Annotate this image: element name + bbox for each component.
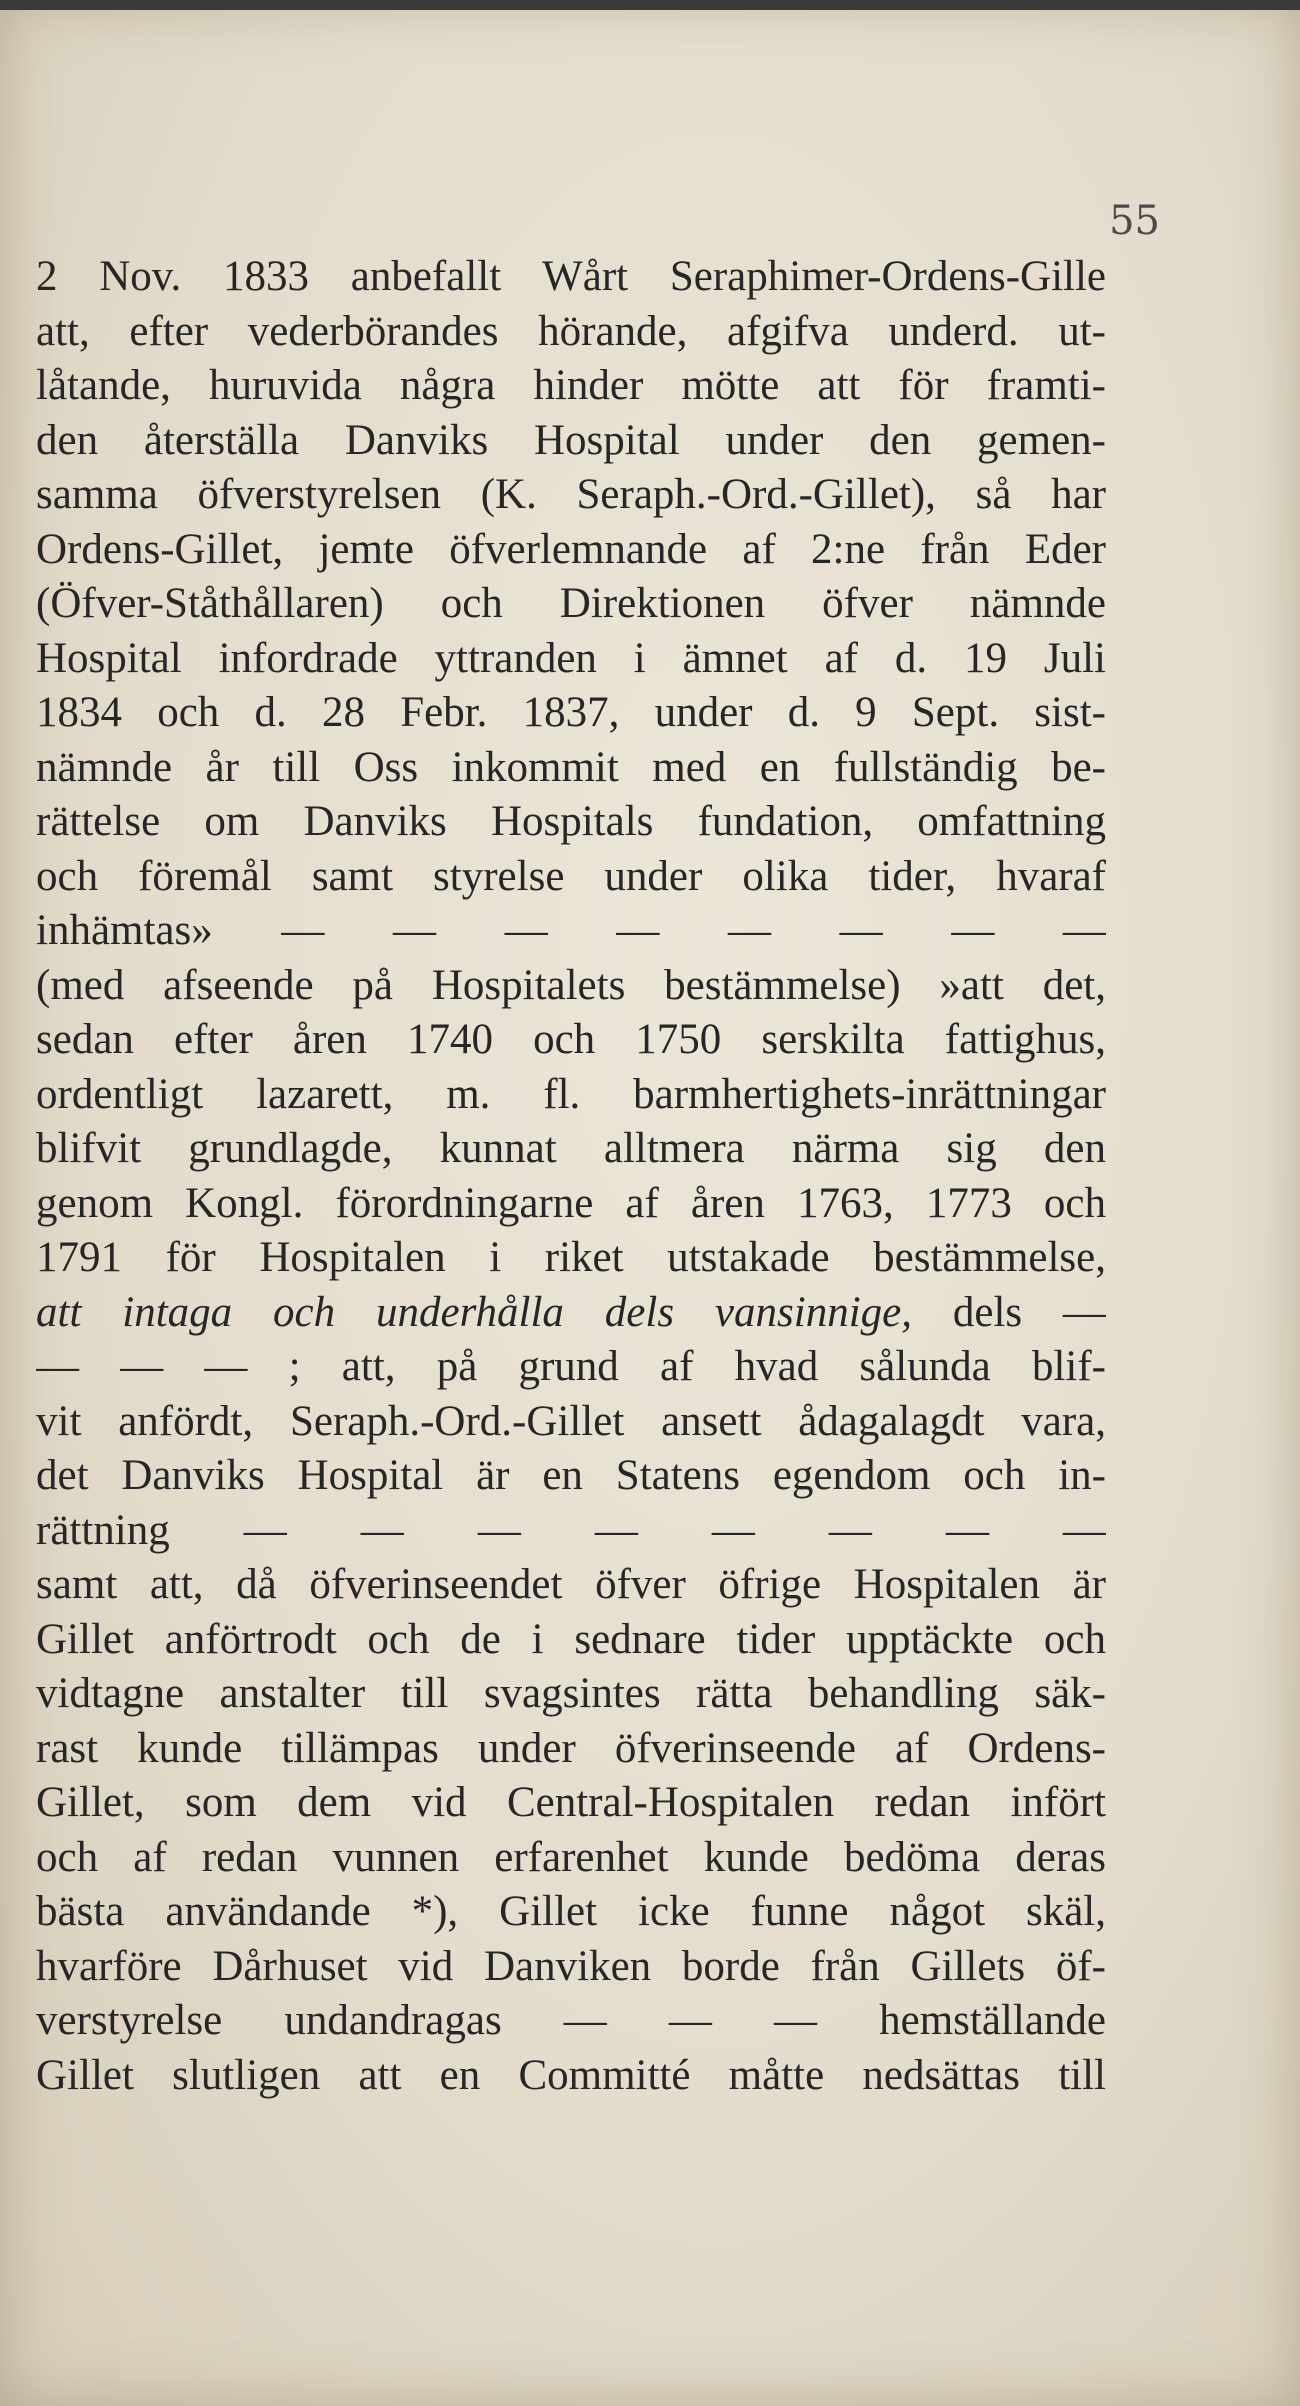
text-line: sedan efter åren 1740 och 1750 serskilta fattighus,: [36, 1016, 1106, 1063]
text-line-italic: [36, 1286, 1106, 1341]
text-line: ordentligt lazarett, m. fl. barmhertighets-inrättningar: [36, 1070, 1106, 1118]
text-line: 2 Nov. 1833 anbefallt Wårt Seraphimer-Ordens-Gille: [36, 253, 1106, 300]
text-line: (Öfver-Ståthållaren) och Direktionen öfver nämnde: [36, 580, 1106, 627]
text-line: verstyrelse undandragas — — — hemställande: [36, 1997, 1106, 2044]
text-line: 1834 och d. 28 Febr. 1837, under d. 9 Sept. sist-: [36, 689, 1106, 736]
text-line: och af redan vunnen erfarenhet kunde bedöma deras: [36, 1833, 1106, 1881]
text-line: Gillet slutligen att en Committé måtte nedsättas till: [36, 2051, 1106, 2099]
text-line: hvarföre Dårhuset vid Danviken borde från Gillets öf-: [36, 1942, 1106, 1990]
text-line: (med afseende på Hospitalets bestämmelse) »att det,: [36, 961, 1106, 1009]
text-line: Hospital infordrade yttranden i ämnet af d. 19 Juli: [36, 634, 1106, 682]
body-text: [36, 250, 1106, 2103]
text-line: bästa användande *), Gillet icke funne något skäl,: [36, 1888, 1106, 1935]
line-continuation: dels —: [911, 1288, 1106, 1336]
text-line: — — — ; att, på grund af hvad sålunda blif-: [36, 1343, 1106, 1390]
text-line: inhämtas» — — — — — — — —: [36, 907, 1106, 954]
text-line: rättelse om Danviks Hospitals fundation, omfattning: [36, 798, 1106, 845]
text-line: Gillet anförtrodt och de i sednare tider upptäckte och: [36, 1615, 1106, 1663]
text-line: det Danviks Hospital är en Statens egendom och in-: [36, 1452, 1106, 1499]
page-top-edge: [0, 0, 1300, 10]
text-line: låtande, huruvida några hinder mötte att för framti-: [36, 362, 1106, 409]
text-line: vit anfördt, Seraph.-Ord.-Gillet ansett ådagalagdt vara,: [36, 1397, 1106, 1445]
text-line: nämnde år till Oss inkommit med en fullständig be-: [36, 743, 1106, 791]
page-number: 55: [1109, 198, 1160, 244]
text-line: blifvit grundlagde, kunnat alltmera närma sig den: [36, 1125, 1106, 1172]
text-line: Gillet, som dem vid Central-Hospitalen redan infört: [36, 1779, 1106, 1826]
text-line: samma öfverstyrelsen (K. Seraph.-Ord.-Gillet), så har: [36, 471, 1106, 518]
italic-phrase: att intaga och underhålla dels vansinnige,: [36, 1288, 912, 1336]
text-line: rast kunde tillämpas under öfverinseende af Ordens-: [36, 1724, 1106, 1772]
text-line: den återställa Danviks Hospital under den gemen-: [36, 416, 1106, 464]
text-line: att, efter vederbörandes hörande, afgifva underd. ut-: [36, 307, 1106, 355]
text-line: 1791 för Hospitalen i riket utstakade bestämmelse,: [36, 1234, 1106, 1281]
text-line: genom Kongl. förordningarne af åren 1763, 1773 och: [36, 1179, 1106, 1227]
text-line: vidtagne anstalter till svagsintes rätta behandling säk-: [36, 1670, 1106, 1717]
text-line: rättning — — — — — — — —: [36, 1506, 1106, 1554]
text-line: samt att, då öfverinseendet öfver öfrige Hospitalen är: [36, 1561, 1106, 1608]
text-line: och föremål samt styrelse under olika tider, hvaraf: [36, 852, 1106, 900]
text-line: Ordens-Gillet, jemte öfverlemnande af 2:ne från Eder: [36, 525, 1106, 573]
